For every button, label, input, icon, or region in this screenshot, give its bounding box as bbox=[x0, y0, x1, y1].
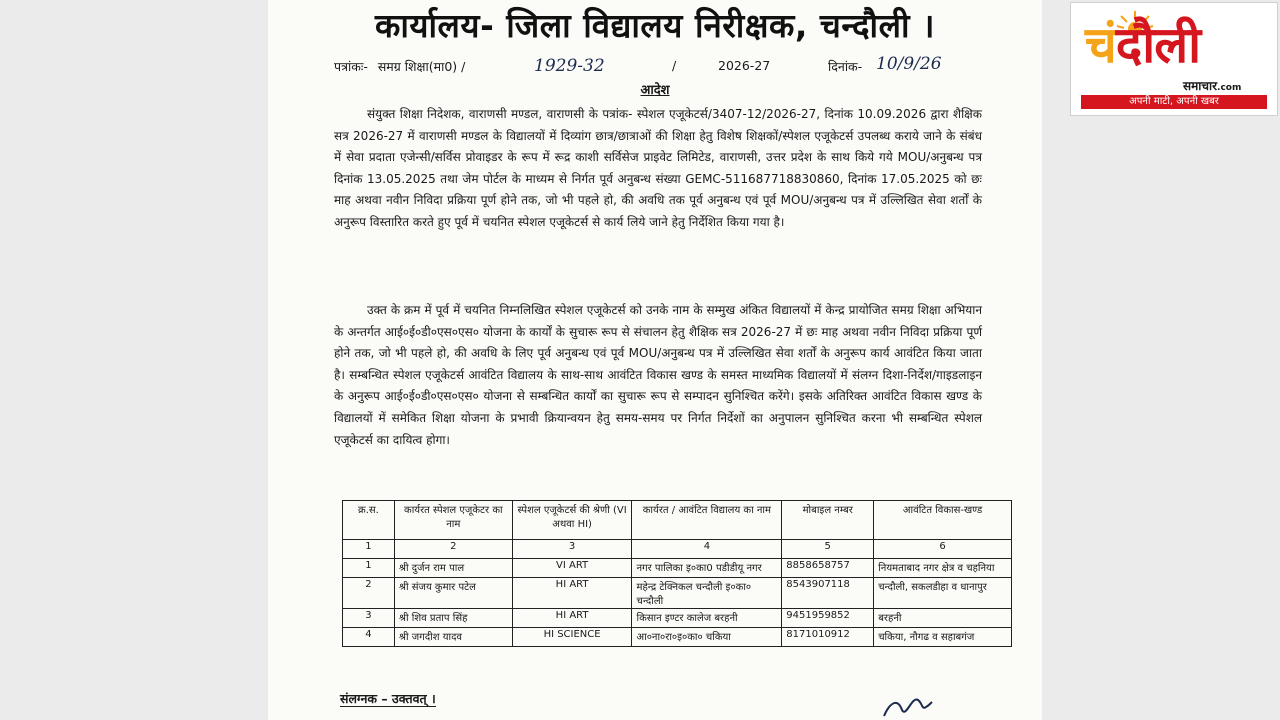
order-paragraph-1: संयुक्त शिक्षा निदेशक, वाराणसी मण्डल, वाराणसी के पत्रांक- स्पेशल एजूकेटर्स/3407-12/2026-27, दिनांक 10.09.2026 द्वारा शैक्षिक सत्र 2026-27 में वाराणसी मण्डल के विद्यालयों में दिव्यांग छात्र/छात्राओं की शिक्षा हेतु विशेष शिक्षकों/स्पेशल एजूकेटर्स उपलब्ध कराये जाने के संबंध में सेवा प्रदाता एजेन्सी/सर्विस प्रोवाइडर के रूप में रूद्र काशी सर्विसेज प्राइवेट लिमिटेड, वाराणसी, उत्तर प्रदेश के साथ किये गये MOU/अनुबन्ध पत्र दिनांक 13.05.2025 तथा जेम पोर्टल के माध्यम से निर्गत पूर्व अनुबन्ध संख्या GEMC-511687718830860, दिनांक 17.05.2025 को छः माह अथवा नवीन निविदा प्रक्रिया पूर्ण होने तक, जो भी पहले हो, की अवधि तक पूर्व अनुबन्ध एवं पूर्व MOU/अनुबन्ध पत्र में उल्लिखित सेवा शर्तों के अनुरूप विस्तारित करते हुए पूर्व में चयनित स्पेशल एजूकेटर्स से कार्य लिये जाने हेतु निर्देशित किया गया है। bbox=[334, 107, 982, 229]
table-cell: चन्दौली, सकलडीहा व धानापुर bbox=[874, 578, 1012, 609]
table-cell: 3 bbox=[343, 609, 395, 628]
logo-tagline: अपनी माटी, अपनी खबर bbox=[1081, 95, 1267, 109]
logo-subtitle: समाचार.com bbox=[1183, 79, 1242, 93]
table-cell: 2 bbox=[343, 578, 395, 609]
handwritten-date: 10/9/26 bbox=[876, 54, 942, 74]
reference-line bbox=[334, 58, 465, 75]
table-header-cell: कार्यरत स्पेशल एजूकेटर का नाम bbox=[394, 501, 512, 540]
table-cell: महेन्द्र टेक्निकल चन्दौली इ०का० चन्दौली bbox=[632, 578, 782, 609]
table-cell: श्री जगदीश यादव bbox=[394, 628, 512, 647]
table-cell: 8858658757 bbox=[782, 559, 874, 578]
table-cell: किसान इण्टर कालेज बरहनी bbox=[632, 609, 782, 628]
table-cell: बरहनी bbox=[874, 609, 1012, 628]
site-logo[interactable] bbox=[1070, 2, 1278, 116]
table-cell: श्री शिव प्रताप सिंह bbox=[394, 609, 512, 628]
date-label: दिनांक- bbox=[828, 59, 863, 74]
table-cell: चकिया, नौगढ व सहाबगंज bbox=[874, 628, 1012, 647]
table-cell: HI SCIENCE bbox=[512, 628, 632, 647]
table-cell: नियमताबाद नगर क्षेत्र व चहनिया bbox=[874, 559, 1012, 578]
table-cell: 9451959852 bbox=[782, 609, 874, 628]
table-cell: HI ART bbox=[512, 578, 632, 609]
table-row bbox=[343, 578, 1012, 609]
logo-wordmark-part-2: दौली bbox=[1115, 16, 1201, 74]
column-number: 5 bbox=[782, 540, 874, 559]
column-number: 6 bbox=[874, 540, 1012, 559]
table-header-row bbox=[343, 501, 1012, 540]
table-cell: 8171010912 bbox=[782, 628, 874, 647]
logo-domain: .com bbox=[1217, 83, 1242, 93]
table-header-cell: स्पेशल एजूकेटर्स की श्रेणी (VI अथवा HI) bbox=[512, 501, 632, 540]
table-cell: 8543907118 bbox=[782, 578, 874, 609]
table-cell: 4 bbox=[343, 628, 395, 647]
table-column-number-row bbox=[343, 540, 1012, 559]
ref-label: पत्रांकः- bbox=[334, 59, 368, 74]
ref-separator: / bbox=[672, 58, 677, 73]
table-row bbox=[343, 628, 1012, 647]
table-cell: 1 bbox=[343, 559, 395, 578]
column-number: 3 bbox=[512, 540, 632, 559]
signature-mark bbox=[880, 688, 940, 720]
ref-scheme: समग्र शिक्षा(मा0) / bbox=[377, 59, 466, 74]
educator-allocation-table bbox=[342, 500, 1012, 647]
office-title: कार्यालय- जिला विद्यालय निरीक्षक, चन्दौली । bbox=[374, 6, 936, 45]
handwritten-ref-number: 1929-32 bbox=[534, 56, 605, 76]
table-row bbox=[343, 609, 1012, 628]
table-cell: नगर पालिका इ०का0 पडीडीयू नगर bbox=[632, 559, 782, 578]
table-row bbox=[343, 559, 1012, 578]
order-heading: आदेश bbox=[640, 83, 670, 98]
table-cell: VI ART bbox=[512, 559, 632, 578]
table-header-cell: मोबाइल नम्बर bbox=[782, 501, 874, 540]
table-cell: HI ART bbox=[512, 609, 632, 628]
table-header-cell: क्र.स. bbox=[343, 501, 395, 540]
column-number: 4 bbox=[632, 540, 782, 559]
table-header-cell: आवंटित विकास-खण्ड bbox=[874, 501, 1012, 540]
enclosure-note: संलग्नक – उक्तवत् । bbox=[340, 691, 436, 706]
document-page bbox=[268, 0, 1042, 720]
column-number: 2 bbox=[394, 540, 512, 559]
column-number: 1 bbox=[343, 540, 395, 559]
table-header-cell: कार्यरत / आवंटित विद्यालय का नाम bbox=[632, 501, 782, 540]
logo-wordmark-part-1: चं bbox=[1085, 16, 1116, 74]
table-cell: श्री संजय कुमार पटेल bbox=[394, 578, 512, 609]
left-margin-background bbox=[0, 0, 268, 720]
table-cell: आ०ना०रा०इ०का० चकिया bbox=[632, 628, 782, 647]
logo-wordmark bbox=[1085, 15, 1200, 75]
session-year: 2026-27 bbox=[718, 58, 771, 73]
table-cell: श्री दुर्जन राम पाल bbox=[394, 559, 512, 578]
order-paragraph-2: उक्त के क्रम में पूर्व में चयनित निम्नलिखित स्पेशल एजूकेटर्स को उनके नाम के सम्मुख अंकित विद्यालयों में केन्द्र प्रायोजित समग्र शिक्षा अभियान के अन्तर्गत आई०ई०डी०एस०एस० योजना के कार्यों के सुचारू रूप से संचालन हेतु शैक्षिक सत्र 2026-27 में छः माह अथवा नवीन निविदा प्रक्रिया पूर्ण होने तक, जो भी पहले हो, की अवधि के लिए पूर्व अनुबन्ध एवं पूर्व MOU/अनुबन्ध पत्र में उल्लिखित सेवा शर्तों के अनुरूप कार्य आवंटित किया जाता है। सम्बन्धित स्पेशल एजूकेटर्स आवंटित विद्यालय के साथ-साथ आवंटित विकास खण्ड के समस्त माध्यमिक विद्यालयों में संलग्न दिशा-निर्देश/गाइडलाइन के अनुरूप आई०ई०डी०एस०एस० योजना से सम्बन्धित कार्यों का सुचारू रूप से सम्पादन सुनिश्चित करेंगे। इसके अतिरिक्त आवंटित विकास खण्ड के विद्यालयों में समेकित शिक्षा योजना के प्रभावी क्रियान्वयन हेतु समय-समय पर निर्गत निर्देशों का अनुपालन सुनिश्चित करना भी सम्बन्धित स्पेशल एजूकेटर्स का दायित्व होगा। bbox=[334, 303, 982, 447]
